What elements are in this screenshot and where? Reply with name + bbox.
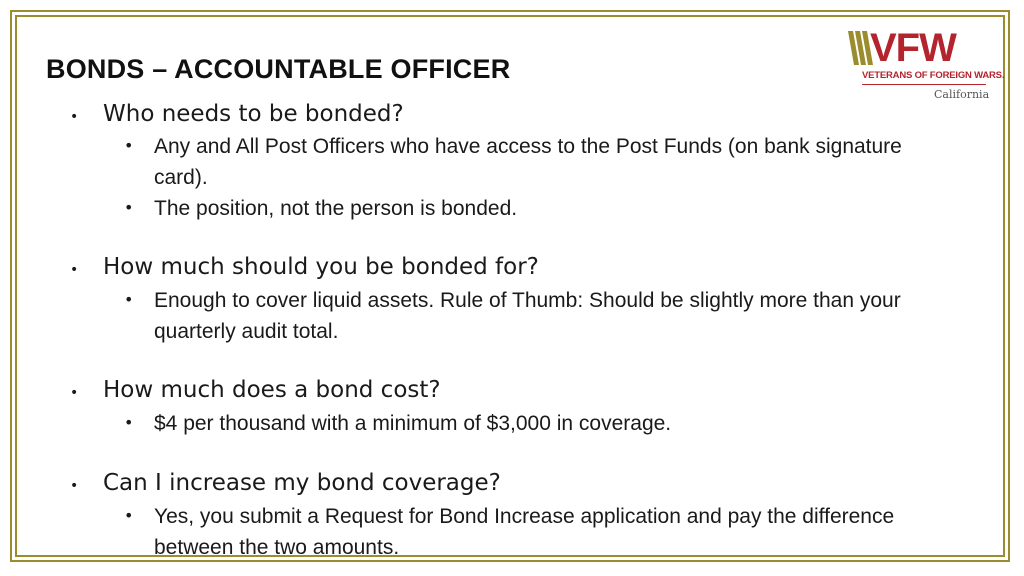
question-text: How much does a bond cost? <box>103 377 441 403</box>
answer-text: Any and All Post Officers who have access to the Post Funds (on bank signature card). <box>154 135 902 189</box>
bullet-icon: • <box>124 198 134 217</box>
logo-state: California <box>934 88 990 101</box>
answer-text: Yes, you submit a Request for Bond Increase application and pay the difference between the two amounts. <box>154 505 895 559</box>
logo-brand: VFW <box>870 26 956 70</box>
bullet-icon: • <box>70 385 79 401</box>
bullet-icon: • <box>124 506 134 525</box>
answer-text: $4 per thousand with a minimum of $3,000 in coverage. <box>154 412 672 435</box>
logo-divider <box>862 84 986 85</box>
bullet-icon: • <box>124 290 134 309</box>
question-text: How much should you be bonded for? <box>103 254 539 280</box>
answer-text: The position, not the person is bonded. <box>154 197 518 220</box>
page-title: BONDS – ACCOUNTABLE OFFICER <box>46 54 511 84</box>
logo-subtitle: VETERANS OF FOREIGN WARS. <box>862 70 1005 81</box>
bullet-icon: • <box>70 262 79 278</box>
vfw-logo <box>848 26 1005 108</box>
answer-text: Enough to cover liquid assets. Rule of Thumb: Should be slightly more than your quarterly audit total. <box>154 289 901 343</box>
bullet-icon: • <box>124 136 134 155</box>
question-text: Who needs to be bonded? <box>103 101 404 127</box>
bullet-icon: • <box>70 109 79 125</box>
question-text: Can I increase my bond coverage? <box>103 470 501 496</box>
bullet-icon: • <box>124 413 134 432</box>
bullet-icon: • <box>70 478 79 494</box>
